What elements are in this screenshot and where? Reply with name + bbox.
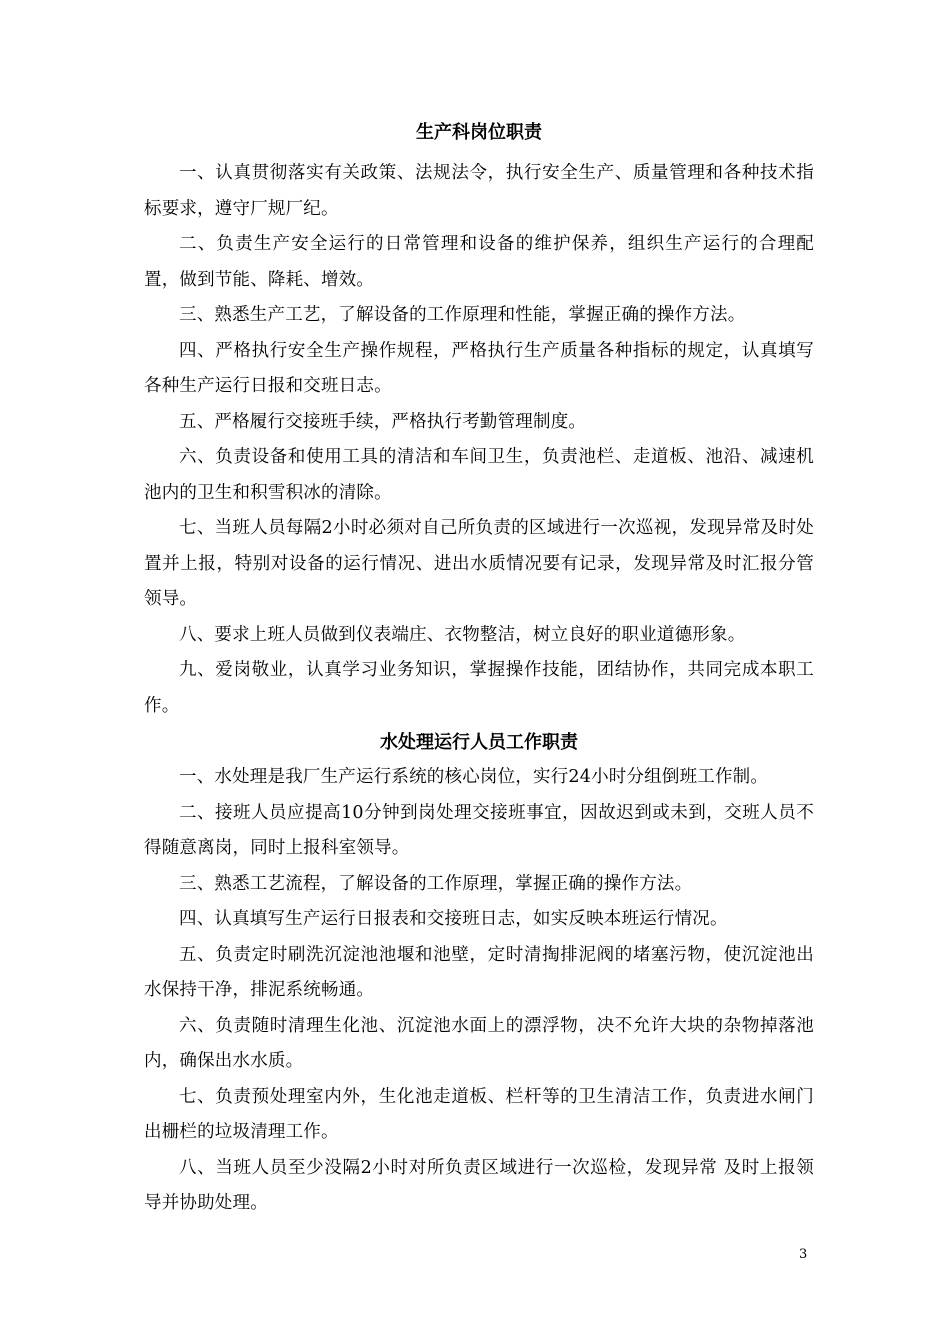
list-item: 三、熟悉工艺流程，了解设备的工作原理，掌握正确的操作方法。	[179, 873, 693, 894]
document-body	[144, 122, 814, 1222]
list-item: 七、负责预处理室内外，生化池走道板、栏杆等的卫生清洁工作，负责进水闸门出栅栏的垃圾清理工作。	[144, 1086, 814, 1142]
section-title-production: 生产科岗位职责	[416, 122, 542, 143]
list-item: 六、负责设备和使用工具的清洁和车间卫生，负责池栏、走道板、池沿、减速机池内的卫生和积雪积冰的清除。	[144, 447, 814, 503]
list-item: 五、严格履行交接班手续，严格执行考勤管理制度。	[179, 411, 587, 432]
list-item: 四、严格执行安全生产操作规程，严格执行生产质量各种指标的规定，认真填写各种生产运行日报和交班日志。	[144, 340, 814, 396]
list-item: 四、认真填写生产运行日报表和交接班日志，如实反映本班运行情况。	[179, 909, 728, 929]
page-number: 3	[799, 1247, 808, 1262]
list-item: 一、认真贯彻落实有关政策、法规法令，执行安全生产、质量管理和各种技术指标要求，遵守厂规厂纪。	[144, 163, 814, 219]
list-item: 八、要求上班人员做到仪表端庄、衣物整洁，树立良好的职业道德形象。	[179, 624, 746, 645]
list-item: 七、当班人员每隔2小时必须对自己所负责的区域进行一次巡视，发现异常及时处置并上报，特别对设备的运行情况、进出水质情况要有记录，发现异常及时汇报分管领导。	[144, 518, 814, 609]
list-item: 二、接班人员应提高10分钟到岗处理交接班事宜，因故迟到或未到，交班人员不得随意离岗，同时上报科室领导。	[144, 802, 814, 858]
list-item: 六、负责随时清理生化池、沉淀池水面上的漂浮物，决不允许大块的杂物掉落池内，确保出水水质。	[144, 1015, 814, 1071]
list-item: 八、当班人员至少没隔2小时对所负责区域进行一次巡检，发现异常 及时上报领导并协助处理。	[144, 1157, 814, 1213]
section-title-water-treatment: 水处理运行人员工作职责	[380, 732, 578, 753]
list-item: 五、负责定时刷洗沉淀池池堰和池壁，定时清掏排泥阀的堵塞污物，使沉淀池出水保持干净，排泥系统畅通。	[144, 944, 814, 1000]
list-item: 一、水处理是我厂生产运行系统的核心岗位，实行24小时分组倒班工作制。	[179, 767, 769, 787]
list-item: 二、负责生产安全运行的日常管理和设备的维护保养，组织生产运行的合理配置，做到节能、降耗、增效。	[144, 234, 814, 290]
list-item: 九、爱岗敬业，认真学习业务知识，掌握操作技能，团结协作，共同完成本职工作。	[144, 660, 814, 716]
list-item: 三、熟悉生产工艺，了解设备的工作原理和性能，掌握正确的操作方法。	[179, 305, 746, 325]
